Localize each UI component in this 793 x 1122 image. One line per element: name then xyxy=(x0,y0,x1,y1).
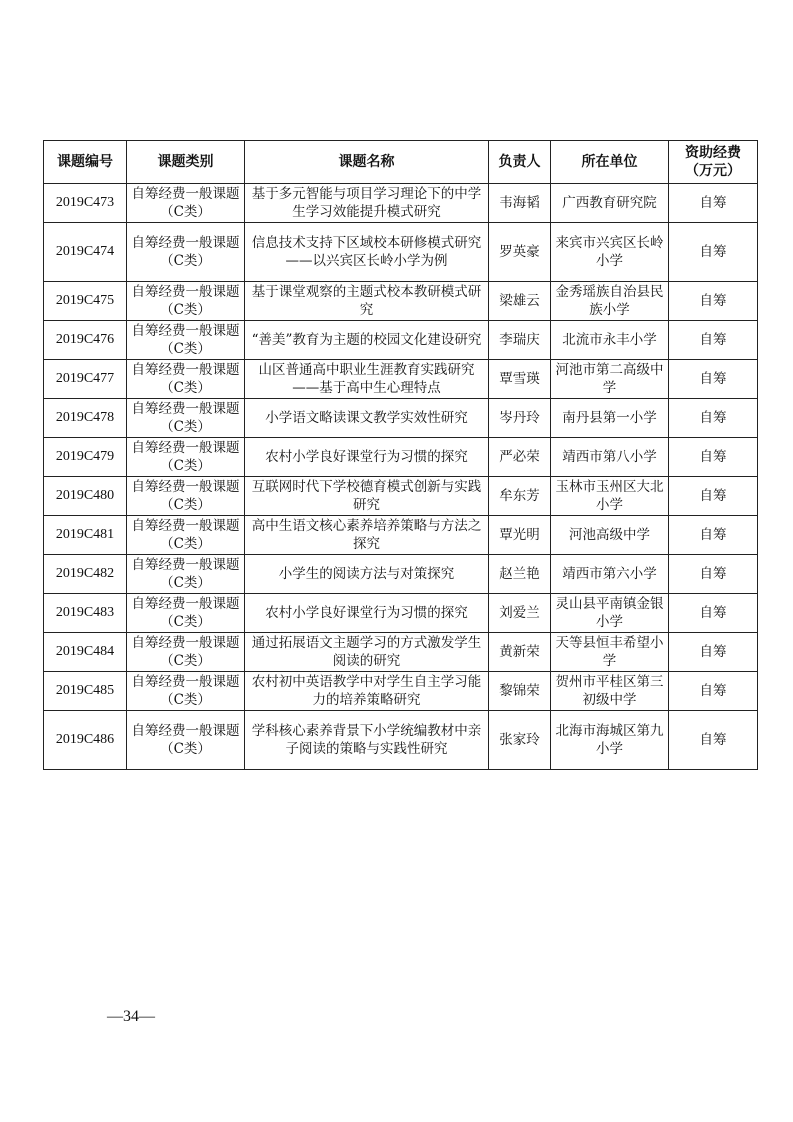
cell-funding: 自筹 xyxy=(669,594,758,633)
cell-leader: 岑丹玲 xyxy=(489,399,551,438)
cell-unit: 玉林市玉州区大北小学 xyxy=(551,477,669,516)
cell-leader: 赵兰艳 xyxy=(489,555,551,594)
cell-funding: 自筹 xyxy=(669,516,758,555)
cell-leader: 罗英豪 xyxy=(489,223,551,282)
cell-title: 农村小学良好课堂行为习惯的探究 xyxy=(245,438,489,477)
cell-unit: 靖西市第六小学 xyxy=(551,555,669,594)
header-category: 课题类别 xyxy=(127,141,245,184)
cell-funding: 自筹 xyxy=(669,438,758,477)
cell-category: 自筹经费一般课题（C类） xyxy=(127,555,245,594)
cell-category: 自筹经费一般课题（C类） xyxy=(127,360,245,399)
table-body xyxy=(44,184,758,770)
cell-title: 学科核心素养背景下小学统编教材中亲子阅读的策略与实践性研究 xyxy=(245,711,489,770)
table-row xyxy=(44,555,758,594)
cell-category: 自筹经费一般课题（C类） xyxy=(127,516,245,555)
page-number: —34— xyxy=(107,1008,155,1025)
cell-code: 2019C477 xyxy=(44,360,127,399)
cell-leader: 牟东芳 xyxy=(489,477,551,516)
cell-code: 2019C474 xyxy=(44,223,127,282)
cell-funding: 自筹 xyxy=(669,321,758,360)
table-row xyxy=(44,516,758,555)
table-row xyxy=(44,711,758,770)
cell-leader: 刘爱兰 xyxy=(489,594,551,633)
cell-title: 互联网时代下学校德育模式创新与实践研究 xyxy=(245,477,489,516)
cell-code: 2019C475 xyxy=(44,282,127,321)
cell-leader: 韦海韬 xyxy=(489,184,551,223)
cell-leader: 张家玲 xyxy=(489,711,551,770)
cell-funding: 自筹 xyxy=(669,477,758,516)
cell-category: 自筹经费一般课题（C类） xyxy=(127,223,245,282)
table-row xyxy=(44,633,758,672)
cell-category: 自筹经费一般课题（C类） xyxy=(127,633,245,672)
cell-leader: 严必荣 xyxy=(489,438,551,477)
header-title: 课题名称 xyxy=(245,141,489,184)
table-row xyxy=(44,477,758,516)
cell-title: 基于多元智能与项目学习理论下的中学生学习效能提升模式研究 xyxy=(245,184,489,223)
table-row xyxy=(44,360,758,399)
table-row xyxy=(44,672,758,711)
cell-funding: 自筹 xyxy=(669,282,758,321)
cell-unit: 河池市第二高级中学 xyxy=(551,360,669,399)
cell-code: 2019C482 xyxy=(44,555,127,594)
cell-code: 2019C478 xyxy=(44,399,127,438)
table-row xyxy=(44,438,758,477)
cell-unit: 北海市海城区第九小学 xyxy=(551,711,669,770)
cell-leader: 黄新荣 xyxy=(489,633,551,672)
cell-funding: 自筹 xyxy=(669,184,758,223)
cell-category: 自筹经费一般课题（C类） xyxy=(127,438,245,477)
cell-leader: 黎锦荣 xyxy=(489,672,551,711)
cell-code: 2019C480 xyxy=(44,477,127,516)
cell-title: 小学语文略读课文教学实效性研究 xyxy=(245,399,489,438)
cell-category: 自筹经费一般课题（C类） xyxy=(127,672,245,711)
cell-title: 农村小学良好课堂行为习惯的探究 xyxy=(245,594,489,633)
header-leader: 负责人 xyxy=(489,141,551,184)
cell-unit: 广西教育研究院 xyxy=(551,184,669,223)
cell-unit: 河池高级中学 xyxy=(551,516,669,555)
cell-unit: 靖西市第八小学 xyxy=(551,438,669,477)
cell-unit: 南丹县第一小学 xyxy=(551,399,669,438)
header-funding: 资助经费（万元） xyxy=(669,141,758,184)
cell-leader: 覃光明 xyxy=(489,516,551,555)
table-row xyxy=(44,184,758,223)
table-row xyxy=(44,594,758,633)
cell-code: 2019C473 xyxy=(44,184,127,223)
cell-category: 自筹经费一般课题（C类） xyxy=(127,282,245,321)
table-row xyxy=(44,282,758,321)
cell-title: 基于课堂观察的主题式校本教研模式研究 xyxy=(245,282,489,321)
cell-unit: 天等县恒丰希望小学 xyxy=(551,633,669,672)
cell-code: 2019C485 xyxy=(44,672,127,711)
header-code: 课题编号 xyxy=(44,141,127,184)
cell-funding: 自筹 xyxy=(669,360,758,399)
cell-unit: 来宾市兴宾区长岭小学 xyxy=(551,223,669,282)
cell-unit: 贺州市平桂区第三初级中学 xyxy=(551,672,669,711)
project-table xyxy=(43,140,758,770)
cell-code: 2019C479 xyxy=(44,438,127,477)
cell-unit: 北流市永丰小学 xyxy=(551,321,669,360)
cell-unit: 金秀瑶族自治县民族小学 xyxy=(551,282,669,321)
cell-category: 自筹经费一般课题（C类） xyxy=(127,594,245,633)
cell-title: 通过拓展语文主题学习的方式激发学生阅读的研究 xyxy=(245,633,489,672)
table-row xyxy=(44,399,758,438)
cell-leader: 覃雪瑛 xyxy=(489,360,551,399)
table-header-row xyxy=(44,141,758,184)
cell-title: 农村初中英语教学中对学生自主学习能力的培养策略研究 xyxy=(245,672,489,711)
cell-code: 2019C483 xyxy=(44,594,127,633)
cell-title: 小学生的阅读方法与对策探究 xyxy=(245,555,489,594)
cell-code: 2019C484 xyxy=(44,633,127,672)
cell-title: 信息技术支持下区域校本研修模式研究——以兴宾区长岭小学为例 xyxy=(245,223,489,282)
cell-title: “善美”教育为主题的校园文化建设研究 xyxy=(245,321,489,360)
cell-leader: 李瑞庆 xyxy=(489,321,551,360)
cell-funding: 自筹 xyxy=(669,399,758,438)
cell-funding: 自筹 xyxy=(669,223,758,282)
cell-code: 2019C476 xyxy=(44,321,127,360)
table-row xyxy=(44,321,758,360)
cell-funding: 自筹 xyxy=(669,672,758,711)
cell-category: 自筹经费一般课题（C类） xyxy=(127,399,245,438)
cell-title: 山区普通高中职业生涯教育实践研究 ——基于高中生心理特点 xyxy=(245,360,489,399)
cell-title: 高中生语文核心素养培养策略与方法之探究 xyxy=(245,516,489,555)
cell-category: 自筹经费一般课题（C类） xyxy=(127,477,245,516)
cell-funding: 自筹 xyxy=(669,711,758,770)
cell-funding: 自筹 xyxy=(669,633,758,672)
cell-code: 2019C481 xyxy=(44,516,127,555)
cell-unit: 灵山县平南镇金银小学 xyxy=(551,594,669,633)
cell-leader: 梁雄云 xyxy=(489,282,551,321)
cell-category: 自筹经费一般课题（C类） xyxy=(127,321,245,360)
cell-category: 自筹经费一般课题（C类） xyxy=(127,184,245,223)
header-unit: 所在单位 xyxy=(551,141,669,184)
table-row xyxy=(44,223,758,282)
cell-funding: 自筹 xyxy=(669,555,758,594)
cell-code: 2019C486 xyxy=(44,711,127,770)
cell-category: 自筹经费一般课题（C类） xyxy=(127,711,245,770)
